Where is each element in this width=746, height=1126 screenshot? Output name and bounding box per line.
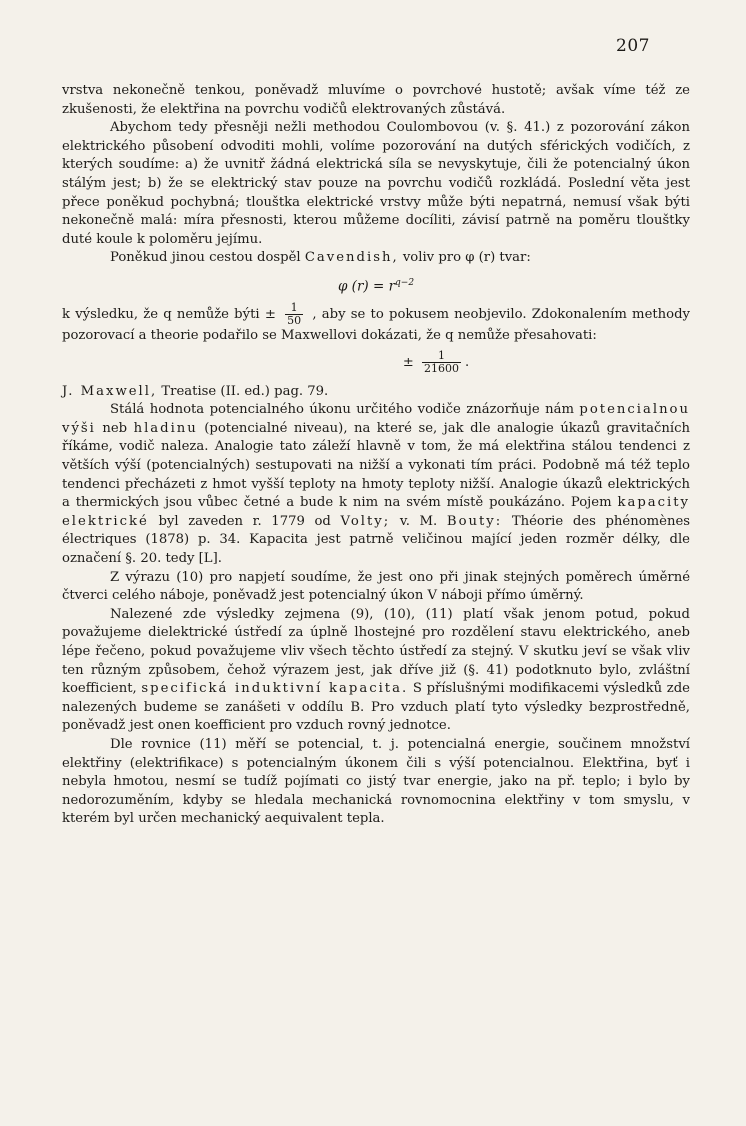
fraction-2-numerator: 1 (422, 350, 461, 363)
term-hladina: hladinu (133, 420, 198, 436)
reference-maxwell (62, 383, 690, 402)
formula-limit-sign: ± (402, 354, 414, 370)
fraction-one-fiftieth (285, 302, 303, 327)
name-cavendish: Cavendish, (304, 250, 399, 266)
paragraph-5-text-e: v. M. (399, 513, 438, 529)
term-specificka-induktivni-kapacita: specifická induktivní kapacita. (141, 681, 409, 697)
term-kapacita: kapacity elektrické (62, 495, 690, 529)
paragraph-4-text-b: , aby se to pokusem neobjevilo. Zdokonalením methody pozorovací a theorie podařilo se Maxwellovi dokázati, že q nemůže přesahovati: (62, 307, 690, 344)
paragraph-2: Abychom tedy přesněji nežli methodou Coulombovou (v. §. 41.) z pozorování zákon elektrického působení odvoditi mohli, volíme pozorování na dutých sférických vodičích, z kterých soudíme: a) že uvnitř žádná elektrická síla se nevyskytuje, čili že potencialný úkon stálým jest; b) že se elektrický stav pouze na povrchu vodičů rozkládá. Poslední věta jest přece poněkud pochybná; tlouštka elektrické vrstvy může býti nepatrná, nemusí však býti nekonečně malá: míra přesnosti, kterou můžeme docíliti, závisí patrně na poměru tlouštky duté koule k poloměru jejímu. (62, 120, 690, 247)
reference-author: J. Maxwell, (62, 383, 158, 399)
paragraph-5-text-b: neb (102, 420, 128, 436)
paragraph-3-text-a: Poněkud jinou cestou dospěl (110, 250, 301, 266)
formula-phi (62, 274, 690, 296)
paragraph-5 (62, 401, 690, 568)
paragraph-1: vrstva nekonečně tenkou, poněvadž mluvíme o povrchové hustotě; avšak víme též ze zkušenosti, že elektřina na povrchu vodičů elektrovaných zůstává. (62, 83, 690, 117)
page-body (62, 82, 690, 829)
reference-work: Treatise (II. ed.) pag. 79. (161, 383, 329, 399)
page-number: 207 (616, 36, 650, 56)
paragraph-7-text-b: S příslušnými modifikacemi výsledků zde nalezených budeme se zanášeti v oddílu B. Pro vzduch platí tyto výsledky bezprostředně, poněvadž jest onen koefficient pro vzduch rovný jednotce. (62, 681, 690, 734)
paragraph-6: Z výrazu (10) pro napjetí soudíme, že jest ono při jinak stejných poměrech úměrné čtverci celého náboje, poněvadž jest potencialný úkon V náboji přímo úměrný. (62, 569, 690, 604)
paragraph-3 (62, 249, 690, 268)
paragraph-7 (62, 606, 690, 736)
name-volta: Volty; (340, 513, 391, 529)
paragraph-8: Dle rovnice (11) měří se potencial, t. j. potencialná energie, součinem množství elektřiny (elektrifikace) s potencialným úkonem čili s výší potencialnou. Elektřina, byť i nebyla hmotou, nesmí se tudíž pojímati co jistý tvar energie, jako na př. teplo; i bylo by nedorozuměním, kdyby se hledala mechanická rovnomocnina elektřiny v tom smyslu, v kterém byl určen mechanický aequivalent tepla. (62, 736, 690, 827)
formula-limit (182, 350, 690, 375)
paragraph-5-text-a: Stálá hodnota potencialného úkonu určitého vodiče znázorňuje nám (110, 402, 574, 418)
paragraph-5-text-c: (potencialné niveau), na které se, jak dle analogie úkazů gravitačních říkáme, vodič naleza. Analogie tato záleží hlavně v tom, že má elektřina stálou tendenci z větších výší (potencialných) sestupovati na nižší a vykonati tím práci. Podobně má též teplo tendenci přecházeti z hmot vyšší teploty na hmoty teploty nižší. Analogie úkazů elektrických a thermických jsou vůbec četné a bude k nim na svém místě poukázáno. Pojem (62, 420, 690, 511)
fraction-1-denominator: 50 (287, 314, 302, 328)
paragraph-3-text-b: voliv pro φ (r) tvar: (402, 250, 531, 266)
paragraph-5-text-f: Théorie des phénomènes électriques (1878) p. 34. Kapacita jest patrně veličinou mající jeden rozměr délky, dle označení §. 20. tedy [L]. (62, 513, 691, 566)
paragraph-4-text-a: k výsledku, že q nemůže býti ± (62, 307, 276, 323)
paragraph-7-text-a: Nalezené zde výsledky zejmena (9), (10), (11) platí však jenom potud, pokud považujeme dielektrické ústředí za úplně lhostejné pro rozdělení stavu elektrického, aneb lépe řečeno, pokud považujeme vliv všech těchto ústředí za stejný. V skutku jeví se však vliv ten různým způsobem, čehož výrazem jest, jak dříve již (§. 41) podotknuto bylo, zvláštní koefficient, (62, 606, 690, 697)
formula-phi-base: φ (r) = r (337, 278, 396, 295)
fraction-1-numerator: 1 (285, 302, 303, 315)
fraction-limit (422, 350, 461, 375)
formula-limit-dot: . (464, 354, 470, 370)
paragraph-5-text-d: byl zaveden r. 1779 od (158, 513, 331, 529)
formula-phi-exponent: q−2 (395, 277, 415, 288)
name-bouty: Bouty: (446, 513, 503, 529)
paragraph-4 (62, 302, 690, 346)
fraction-2-denominator: 21600 (423, 361, 459, 375)
term-potencialna-vyse: potencialnou výši (62, 402, 690, 436)
